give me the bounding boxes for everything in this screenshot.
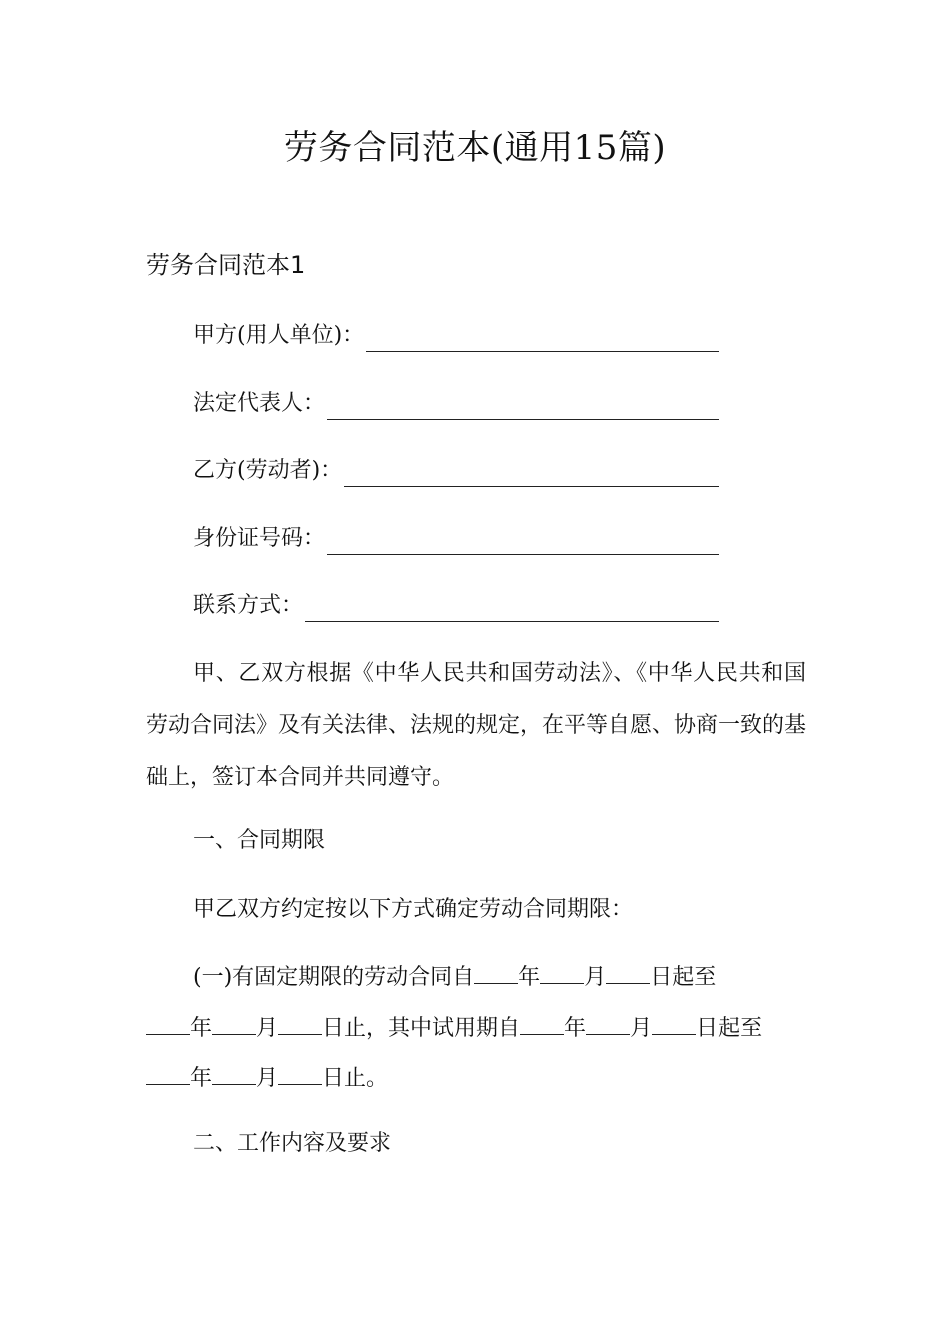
fill-in-blank xyxy=(212,1012,256,1035)
section-heading: 劳务合同范本1 xyxy=(146,251,306,279)
field-label: 甲方(用人单位)： xyxy=(193,323,365,348)
fill-in-blank xyxy=(146,1062,190,1085)
day-end-label: 日止。 xyxy=(322,1066,389,1091)
fill-in-blank xyxy=(278,1012,322,1035)
clause-1-heading: 一、合同期限 xyxy=(193,828,326,853)
fill-in-blank xyxy=(305,594,719,622)
fill-in-blank xyxy=(652,1012,696,1035)
day-from-label: 日起至 xyxy=(696,1016,763,1041)
intro-paragraph: 甲、乙双方根据《中华人民共和国劳动法》、《中华人民共和国劳动合同法》及有关法律、法规的规定，在平等自愿、协商一致的基础上，签订本合同并共同遵守。 xyxy=(146,661,807,790)
field-legal-representative xyxy=(193,388,719,420)
fill-in-blank xyxy=(366,324,719,352)
fill-in-blank xyxy=(146,1012,190,1035)
term-prefix: (一)有固定期限的劳动合同自 xyxy=(193,965,475,990)
term-line-1 xyxy=(193,961,716,994)
year-label: 年 xyxy=(518,965,541,990)
field-contact xyxy=(193,590,719,622)
fill-in-blank xyxy=(586,1012,630,1035)
field-party-b xyxy=(193,455,719,487)
term-line-3 xyxy=(146,1062,388,1095)
field-label: 乙方(劳动者)： xyxy=(193,458,343,483)
fill-in-blank xyxy=(344,459,719,487)
day-from-label: 日起至 xyxy=(650,965,717,990)
month-label: 月 xyxy=(256,1016,279,1041)
term-line-2 xyxy=(146,1012,762,1045)
fill-in-blank xyxy=(540,961,584,984)
fill-in-blank xyxy=(278,1062,322,1085)
day-to-label: 日止，其中试用期自 xyxy=(322,1016,521,1041)
fill-in-blank xyxy=(520,1012,564,1035)
year-label: 年 xyxy=(564,1016,587,1041)
fill-in-blank xyxy=(606,961,650,984)
year-label: 年 xyxy=(190,1066,213,1091)
document-title: 劳务合同范本(通用15篇) xyxy=(283,128,667,168)
month-label: 月 xyxy=(256,1066,279,1091)
clause-1-text: 甲乙双方约定按以下方式确定劳动合同期限： xyxy=(193,897,634,922)
field-label: 身份证号码： xyxy=(193,526,326,551)
field-party-a xyxy=(193,320,719,352)
fill-in-blank xyxy=(327,527,719,555)
fill-in-blank xyxy=(327,392,719,420)
year-label: 年 xyxy=(190,1016,213,1041)
fill-in-blank xyxy=(212,1062,256,1085)
field-label: 联系方式： xyxy=(193,593,304,618)
fill-in-blank xyxy=(474,961,518,984)
clause-2-heading: 二、工作内容及要求 xyxy=(193,1131,392,1156)
field-id-number xyxy=(193,523,719,555)
field-label: 法定代表人： xyxy=(193,391,326,416)
month-label: 月 xyxy=(630,1016,653,1041)
month-label: 月 xyxy=(584,965,607,990)
